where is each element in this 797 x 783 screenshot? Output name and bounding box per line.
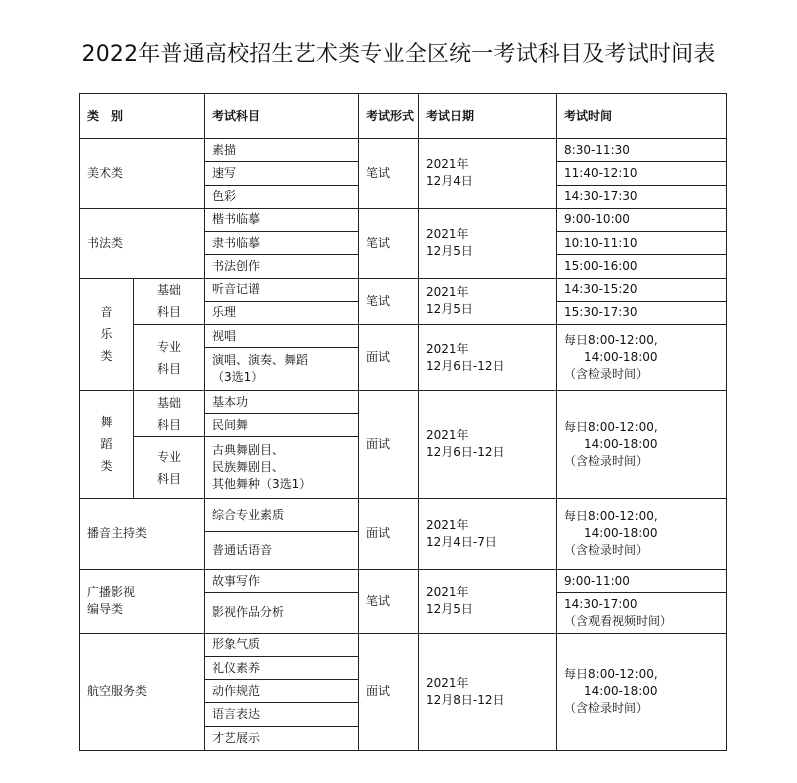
- form-cell: 面试: [359, 390, 419, 498]
- date-cell: 2021年 12月6日-12日: [419, 390, 557, 498]
- wudao-basic-label: 基础科目: [134, 390, 205, 437]
- category-boyin: 播音主持类: [80, 499, 205, 570]
- subject-cell: 动作规范: [205, 680, 359, 703]
- table-row: [80, 208, 727, 231]
- subject-cell: 才艺展示: [205, 726, 359, 750]
- date-cell: 2021年 12月4日-7日: [419, 499, 557, 570]
- form-cell: 笔试: [359, 278, 419, 325]
- header-date: 考试日期: [419, 94, 557, 139]
- subject-cell: 乐理: [205, 301, 359, 324]
- subject-cell: 古典舞剧目、 民族舞剧目、 其他舞种（3选1）: [205, 437, 359, 499]
- subject-cell: 普通话语音: [205, 532, 359, 569]
- category-guangbo: 广播影视 编导类: [80, 569, 205, 633]
- time-cell: 14:30-15:20: [557, 278, 727, 301]
- time-cell: 15:00-16:00: [557, 255, 727, 278]
- time-cell: 每日8:00-12:00, 14:00-18:00 （含检录时间）: [557, 325, 727, 391]
- wudao-major-label: 专业科目: [134, 437, 205, 499]
- form-cell: 笔试: [359, 208, 419, 278]
- time-cell: 10:10-11:10: [557, 232, 727, 255]
- header-category: 类 别: [80, 94, 205, 139]
- time-cell: 15:30-17:30: [557, 301, 727, 324]
- exam-schedule-table: [79, 93, 727, 751]
- category-meishu: 美术类: [80, 139, 205, 209]
- table-row: [80, 633, 727, 656]
- subject-cell: 色彩: [205, 185, 359, 208]
- page-title: 2022年普通高校招生艺术类专业全区统一考试科目及考试时间表: [81, 42, 716, 67]
- subject-cell: 听音记谱: [205, 278, 359, 301]
- table-row: [80, 278, 727, 301]
- date-cell: 2021年 12月4日: [419, 139, 557, 209]
- yinyue-basic-label: 基础科目: [134, 278, 205, 325]
- form-cell: 笔试: [359, 139, 419, 209]
- table-row: [80, 499, 727, 532]
- table-header-row: [80, 94, 727, 139]
- form-cell: 面试: [359, 325, 419, 391]
- subject-cell: 影视作品分析: [205, 593, 359, 633]
- category-shufa: 书法类: [80, 208, 205, 278]
- subject-cell: 综合专业素质: [205, 499, 359, 532]
- header-time: 考试时间: [557, 94, 727, 139]
- time-cell: 14:30-17:30: [557, 185, 727, 208]
- header-form: 考试形式: [359, 94, 419, 139]
- subject-cell: 礼仪素养: [205, 656, 359, 679]
- time-cell: 8:30-11:30: [557, 139, 727, 162]
- subject-cell: 故事写作: [205, 569, 359, 592]
- date-cell: 2021年 12月5日: [419, 569, 557, 633]
- time-cell: 14:30-17:00 （含观看视频时间）: [557, 593, 727, 633]
- table-row: [80, 569, 727, 592]
- yinyue-major-label: 专业科目: [134, 325, 205, 391]
- table-row: [80, 325, 727, 348]
- time-cell: 11:40-12:10: [557, 162, 727, 185]
- time-cell: 9:00-11:00: [557, 569, 727, 592]
- subject-cell: 民间舞: [205, 414, 359, 437]
- time-cell: 9:00-10:00: [557, 208, 727, 231]
- date-cell: 2021年 12月5日: [419, 278, 557, 325]
- category-hangkong: 航空服务类: [80, 633, 205, 750]
- subject-cell: 视唱: [205, 325, 359, 348]
- subject-cell: 书法创作: [205, 255, 359, 278]
- time-cell: 每日8:00-12:00, 14:00-18:00 （含检录时间）: [557, 390, 727, 498]
- header-subject: 考试科目: [205, 94, 359, 139]
- subject-cell: 语言表达: [205, 703, 359, 726]
- table-row: [80, 139, 727, 162]
- form-cell: 面试: [359, 633, 419, 750]
- time-cell: 每日8:00-12:00, 14:00-18:00 （含检录时间）: [557, 499, 727, 570]
- form-cell: 笔试: [359, 569, 419, 633]
- table-row: [80, 390, 727, 413]
- subject-cell: 演唱、演奏、舞蹈 （3选1）: [205, 348, 359, 390]
- subject-cell: 素描: [205, 139, 359, 162]
- subject-cell: 速写: [205, 162, 359, 185]
- category-wudao: 舞蹈类: [80, 390, 134, 498]
- category-yinyue: 音乐类: [80, 278, 134, 390]
- subject-cell: 隶书临摹: [205, 232, 359, 255]
- subject-cell: 楷书临摹: [205, 208, 359, 231]
- time-cell: 每日8:00-12:00, 14:00-18:00 （含检录时间）: [557, 633, 727, 750]
- form-cell: 面试: [359, 499, 419, 570]
- subject-cell: 基本功: [205, 390, 359, 413]
- subject-cell: 形象气质: [205, 633, 359, 656]
- date-cell: 2021年 12月5日: [419, 208, 557, 278]
- date-cell: 2021年 12月8日-12日: [419, 633, 557, 750]
- date-cell: 2021年 12月6日-12日: [419, 325, 557, 391]
